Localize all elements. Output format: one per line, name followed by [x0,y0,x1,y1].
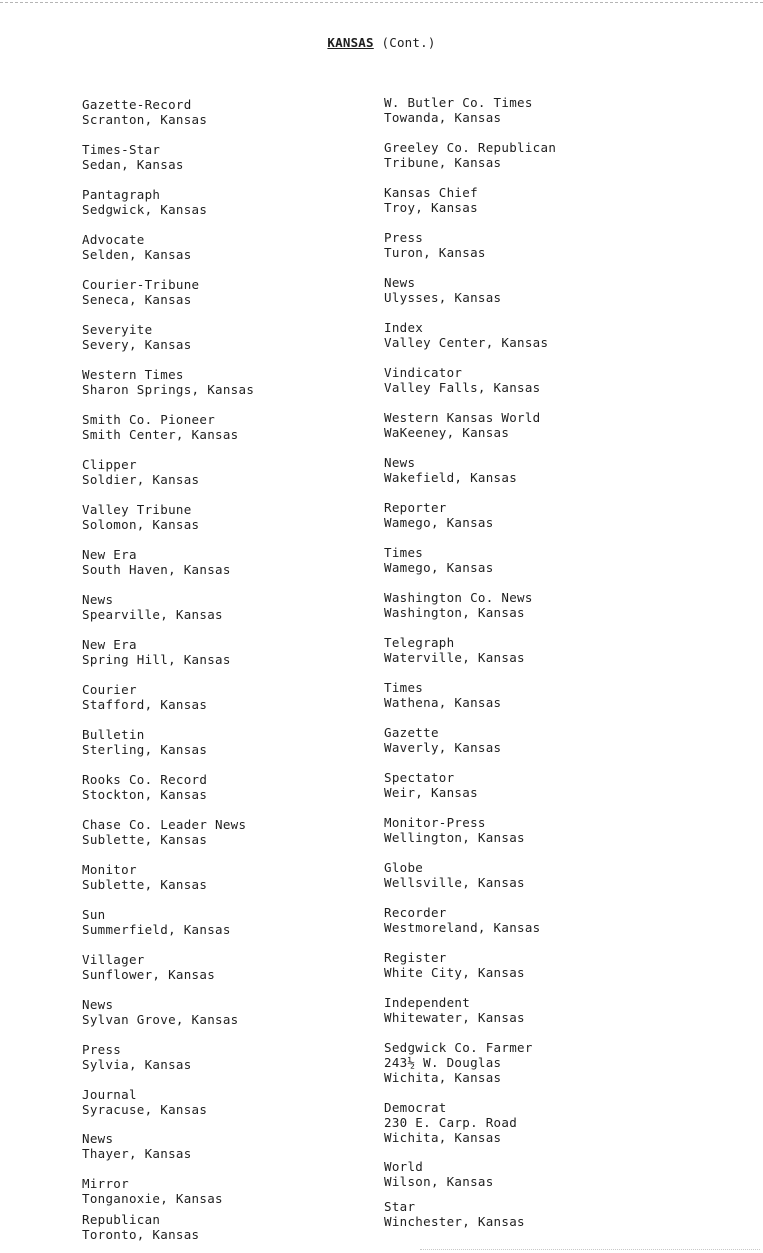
newspaper-entry [82,682,207,712]
newspaper-entry [384,815,525,845]
newspaper-name: Star [384,1199,416,1214]
newspaper-entry [82,997,239,1027]
newspaper-location: Wathena, Kansas [384,695,502,710]
top-rule [0,2,763,3]
newspaper-location: Sedgwick, Kansas [82,202,208,217]
newspaper-location: White City, Kansas [384,965,525,980]
newspaper-location: Troy, Kansas [384,200,478,215]
newspaper-entry [82,367,254,397]
newspaper-address: 243½ W. Douglas [384,1055,502,1070]
newspaper-location: Weir, Kansas [384,785,478,800]
newspaper-location: Valley Center, Kansas [384,335,549,350]
newspaper-name: Western Times [82,367,184,382]
newspaper-location: Smith Center, Kansas [82,427,239,442]
newspaper-location: Washington, Kansas [384,605,525,620]
newspaper-entry [82,952,215,982]
newspaper-entry [82,142,184,172]
newspaper-entry [384,590,533,620]
newspaper-location: Towanda, Kansas [384,110,502,125]
newspaper-entry [384,995,525,1025]
newspaper-entry [384,725,501,755]
newspaper-name: Independent [384,995,471,1010]
newspaper-name: Sun [82,907,106,922]
newspaper-address: 230 E. Carp. Road [384,1115,518,1130]
newspaper-entry [384,905,541,935]
newspaper-name: News [384,455,416,470]
newspaper-name: Chase Co. Leader News [82,817,247,832]
newspaper-location: Solomon, Kansas [82,517,200,532]
newspaper-location: Toronto, Kansas [82,1227,200,1242]
newspaper-name: Times [384,680,424,695]
newspaper-entry [384,545,494,575]
newspaper-name: Republican [82,1212,161,1227]
newspaper-location: Spearville, Kansas [82,607,223,622]
newspaper-entry [82,412,239,442]
newspaper-entry [384,1040,533,1085]
page-title-state: KANSAS [327,35,374,50]
newspaper-location: Wakefield, Kansas [384,470,518,485]
newspaper-location: Stafford, Kansas [82,697,208,712]
newspaper-entry [82,727,207,757]
newspaper-name: Mirror [82,1176,129,1191]
newspaper-name: New Era [82,637,137,652]
newspaper-name: Greeley Co. Republican [384,140,557,155]
newspaper-entry [384,680,501,710]
newspaper-name: Western Kansas World [384,410,541,425]
newspaper-location: Sunflower, Kansas [82,967,216,982]
newspaper-name: Monitor-Press [384,815,486,830]
newspaper-location: Sublette, Kansas [82,832,208,847]
newspaper-name: Rooks Co. Record [82,772,208,787]
newspaper-name: Washington Co. News [384,590,533,605]
newspaper-name: Journal [82,1087,137,1102]
newspaper-location: Wamego, Kansas [384,515,494,530]
newspaper-location: Turon, Kansas [384,245,486,260]
newspaper-name: Smith Co. Pioneer [82,412,216,427]
scan-edge-marks [420,1249,760,1250]
newspaper-name: Clipper [82,457,137,472]
newspaper-entry [82,1131,192,1161]
newspaper-name: Times [384,545,424,560]
newspaper-location: Thayer, Kansas [82,1146,192,1161]
newspaper-location: Soldier, Kansas [82,472,200,487]
newspaper-entry [82,277,199,307]
newspaper-entry [384,455,517,485]
newspaper-location: Scranton, Kansas [82,112,208,127]
newspaper-entry [82,817,246,847]
newspaper-entry [384,275,501,305]
newspaper-name: Advocate [82,232,145,247]
newspaper-name: Sedgwick Co. Farmer [384,1040,533,1055]
newspaper-location: Spring Hill, Kansas [82,652,231,667]
newspaper-entry [82,637,231,667]
newspaper-location: Wellsville, Kansas [384,875,525,890]
newspaper-name: Globe [384,860,424,875]
newspaper-entry [384,635,525,665]
newspaper-name: Gazette-Record [82,97,192,112]
newspaper-entry [82,907,231,937]
newspaper-name: Telegraph [384,635,455,650]
newspaper-location: Sylvan Grove, Kansas [82,1012,239,1027]
newspaper-entry [82,592,223,622]
newspaper-entry [384,95,533,125]
newspaper-location: Westmoreland, Kansas [384,920,541,935]
newspaper-entry [384,185,478,215]
newspaper-location: Wellington, Kansas [384,830,525,845]
newspaper-name: Register [384,950,447,965]
newspaper-location: Selden, Kansas [82,247,192,262]
newspaper-location: South Haven, Kansas [82,562,231,577]
newspaper-entry [82,322,192,352]
newspaper-name: Monitor [82,862,137,877]
newspaper-entry [384,320,548,350]
newspaper-location: Valley Falls, Kansas [384,380,541,395]
newspaper-name: Press [82,1042,122,1057]
page-title-suffix: (Cont.) [381,35,436,50]
newspaper-entry [384,770,478,800]
newspaper-location: Summerfield, Kansas [82,922,231,937]
newspaper-entry [82,502,199,532]
page-title [0,35,763,50]
newspaper-entry [82,1042,192,1072]
newspaper-entry [82,1212,199,1242]
newspaper-location: Sterling, Kansas [82,742,208,757]
newspaper-location: Winchester, Kansas [384,1214,525,1229]
newspaper-location: Ulysses, Kansas [384,290,502,305]
newspaper-location: Waverly, Kansas [384,740,502,755]
newspaper-location: Severy, Kansas [82,337,192,352]
newspaper-name: Recorder [384,905,447,920]
newspaper-name: News [82,997,114,1012]
newspaper-name: New Era [82,547,137,562]
newspaper-entry [82,1087,207,1117]
newspaper-entry [82,97,207,127]
newspaper-name: Villager [82,952,145,967]
newspaper-entry [384,500,494,530]
newspaper-name: World [384,1159,424,1174]
newspaper-entry [82,862,207,892]
newspaper-location: Wichita, Kansas [384,1130,502,1145]
newspaper-name: Spectator [384,770,455,785]
newspaper-entry [384,950,525,980]
newspaper-entry [384,1100,517,1145]
newspaper-location: Sylvia, Kansas [82,1057,192,1072]
newspaper-location: Whitewater, Kansas [384,1010,525,1025]
newspaper-location: Sedan, Kansas [82,157,184,172]
newspaper-entry [82,187,207,217]
newspaper-entry [384,410,541,440]
newspaper-name: Valley Tribune [82,502,192,517]
newspaper-name: Pantagraph [82,187,161,202]
newspaper-name: News [82,592,114,607]
newspaper-entry [384,1199,525,1229]
newspaper-location: Seneca, Kansas [82,292,192,307]
newspaper-location: Wichita, Kansas [384,1070,502,1085]
newspaper-name: Courier-Tribune [82,277,200,292]
newspaper-location: Sharon Springs, Kansas [82,382,255,397]
newspaper-entry [384,365,541,395]
newspaper-location: Stockton, Kansas [82,787,208,802]
newspaper-name: Kansas Chief [384,185,478,200]
newspaper-name: Gazette [384,725,439,740]
newspaper-entry [82,1176,223,1206]
newspaper-location: Tonganoxie, Kansas [82,1191,223,1206]
newspaper-entry [384,1159,494,1189]
newspaper-entry [384,860,525,890]
newspaper-name: W. Butler Co. Times [384,95,533,110]
newspaper-name: Courier [82,682,137,697]
newspaper-name: Times-Star [82,142,161,157]
newspaper-name: Reporter [384,500,447,515]
newspaper-entry [384,140,556,170]
newspaper-entry [82,457,199,487]
newspaper-name: News [82,1131,114,1146]
newspaper-location: Sublette, Kansas [82,877,208,892]
newspaper-name: Vindicator [384,365,463,380]
newspaper-name: Severyite [82,322,153,337]
newspaper-location: WaKeeney, Kansas [384,425,510,440]
newspaper-name: Index [384,320,424,335]
newspaper-name: Press [384,230,424,245]
newspaper-location: Wamego, Kansas [384,560,494,575]
newspaper-name: News [384,275,416,290]
newspaper-entry [82,547,231,577]
newspaper-name: Bulletin [82,727,145,742]
newspaper-location: Waterville, Kansas [384,650,525,665]
newspaper-location: Wilson, Kansas [384,1174,494,1189]
newspaper-location: Syracuse, Kansas [82,1102,208,1117]
newspaper-location: Tribune, Kansas [384,155,502,170]
newspaper-entry [82,232,192,262]
newspaper-name: Democrat [384,1100,447,1115]
newspaper-entry [384,230,486,260]
newspaper-entry [82,772,207,802]
